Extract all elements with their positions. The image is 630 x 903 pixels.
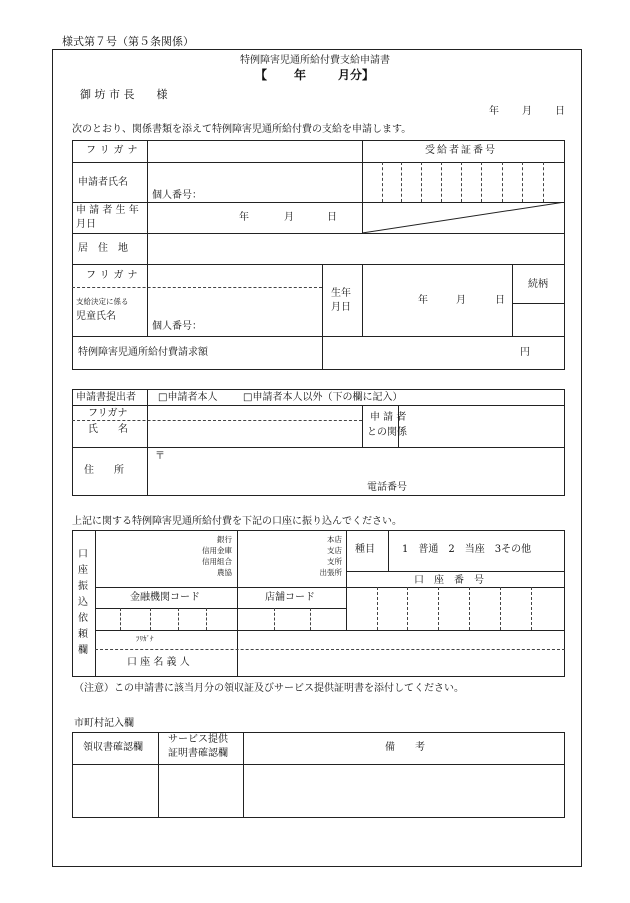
relation-label-2: との関係: [367, 427, 407, 438]
date-month: 月: [522, 106, 532, 117]
child-label-2: 児童氏名: [76, 311, 116, 322]
addressee: 御 坊 市 長 様: [80, 88, 168, 101]
child-birth-day: 日: [495, 295, 505, 306]
child-personal-number: 個人番号：: [152, 321, 202, 332]
account-number-label: 口 座 番 号: [414, 575, 484, 586]
account-type-options: 1 普通 2 当座 3その他: [402, 544, 532, 555]
form-number: 様式第７号（第５条関係）: [62, 35, 194, 48]
period-month: 月分】: [338, 68, 375, 82]
postal-mark: 〒: [155, 451, 165, 462]
period-year: 年: [294, 68, 307, 82]
inst-type-noukyou: 農協: [217, 568, 232, 577]
receipt-check-label: 領収書確認欄: [83, 742, 143, 753]
bank-side-label-3: 込: [78, 597, 88, 608]
submitter-address-label: 住 所: [84, 465, 124, 476]
birthdate-void-diagonal: [362, 202, 565, 233]
inst-type-kumiai: 信用組合: [202, 557, 232, 566]
phone-label: 電話番号: [367, 482, 407, 493]
remarks-label: 備 考: [385, 742, 425, 753]
branch-type-main: 本店: [327, 535, 342, 544]
child-furigana-label: フリガナ: [86, 270, 142, 281]
bank-code-label: 金融機関コード: [130, 592, 200, 603]
claim-amount-label: 特例障害児通所給付費請求額: [78, 347, 208, 358]
child-birth-year: 年: [418, 295, 428, 306]
applicant-birth-label-1: 申 請 者 生 年: [76, 205, 139, 216]
claim-unit: 円: [520, 347, 530, 358]
branch-code-label: 店舗コード: [265, 592, 315, 603]
option-other-checkbox[interactable]: □申請者本人以外（下の欄に記入）: [243, 392, 403, 403]
bank-side-label-6: 欄: [78, 645, 88, 656]
applicant-birth-month: 月: [284, 212, 294, 223]
service-check-label-1: サービス提供: [168, 734, 228, 745]
applicant-personal-number: 個人番号：: [152, 190, 202, 201]
relationship-label: 続柄: [528, 279, 548, 290]
recipient-number-label: 受給者証番号: [425, 145, 497, 156]
bank-side-label-4: 依: [78, 613, 88, 624]
bank-side-label-0: 口: [78, 549, 88, 560]
applicant-birth-day: 日: [327, 212, 337, 223]
applicant-birth-year: 年: [239, 212, 249, 223]
municipal-heading: 市町村記入欄: [74, 718, 134, 729]
account-type-label: 種目: [355, 544, 375, 555]
applicant-birth-label-2: 月日: [76, 219, 96, 230]
bank-side-label-2: 振: [78, 581, 88, 592]
child-label-1: 支給決定に係る: [76, 297, 129, 306]
inst-type-bank: 銀行: [217, 535, 232, 544]
date-day: 日: [555, 106, 565, 117]
period-open: 【: [255, 68, 268, 82]
child-birth-label-1: 生年: [331, 288, 351, 299]
bank-side-label-1: 座: [78, 565, 88, 576]
account-holder-label: 口 座 名 義 人: [127, 657, 190, 668]
submitter-furigana-label: フリガナ: [88, 408, 128, 419]
intro-text: 次のとおり、関係書類を添えて特例障害児通所給付費の支給を申請します。: [72, 124, 412, 135]
form-title: 特例障害児通所給付費支給申請書: [240, 55, 390, 66]
bank-side-label-5: 頼: [78, 629, 88, 640]
municipal-table: [72, 732, 565, 818]
inst-type-shinkin: 信用金庫: [202, 546, 232, 555]
branch-type-branch: 支店: [327, 546, 342, 555]
branch-type-office: 出張所: [319, 568, 342, 577]
applicant-name-label: 申請者氏名: [78, 177, 128, 188]
holder-furigana-label: ﾌﾘｶﾞﾅ: [136, 635, 154, 643]
address-label: 居 住 地: [78, 243, 128, 254]
branch-type-sub: 支所: [327, 557, 342, 566]
submitter-label: 申請書提出者: [76, 392, 136, 403]
child-birth-month: 月: [456, 295, 466, 306]
relation-label-1: 申 請 者: [370, 412, 407, 423]
child-birth-label-2: 月日: [331, 302, 351, 313]
submitter-name-label: 氏 名: [88, 424, 128, 435]
option-self-checkbox[interactable]: □申請者本人: [158, 392, 218, 403]
date-year: 年: [489, 106, 499, 117]
furigana-label: フリガナ: [86, 145, 142, 156]
service-check-label-2: 証明書確認欄: [168, 748, 228, 759]
attachment-note: （注意）この申請書に該当月分の領収証及びサービス提供証明書を添付してください。: [74, 683, 464, 694]
bank-intro: 上記に関する特例障害児通所給付費を下記の口座に振り込んでください。: [72, 516, 402, 527]
